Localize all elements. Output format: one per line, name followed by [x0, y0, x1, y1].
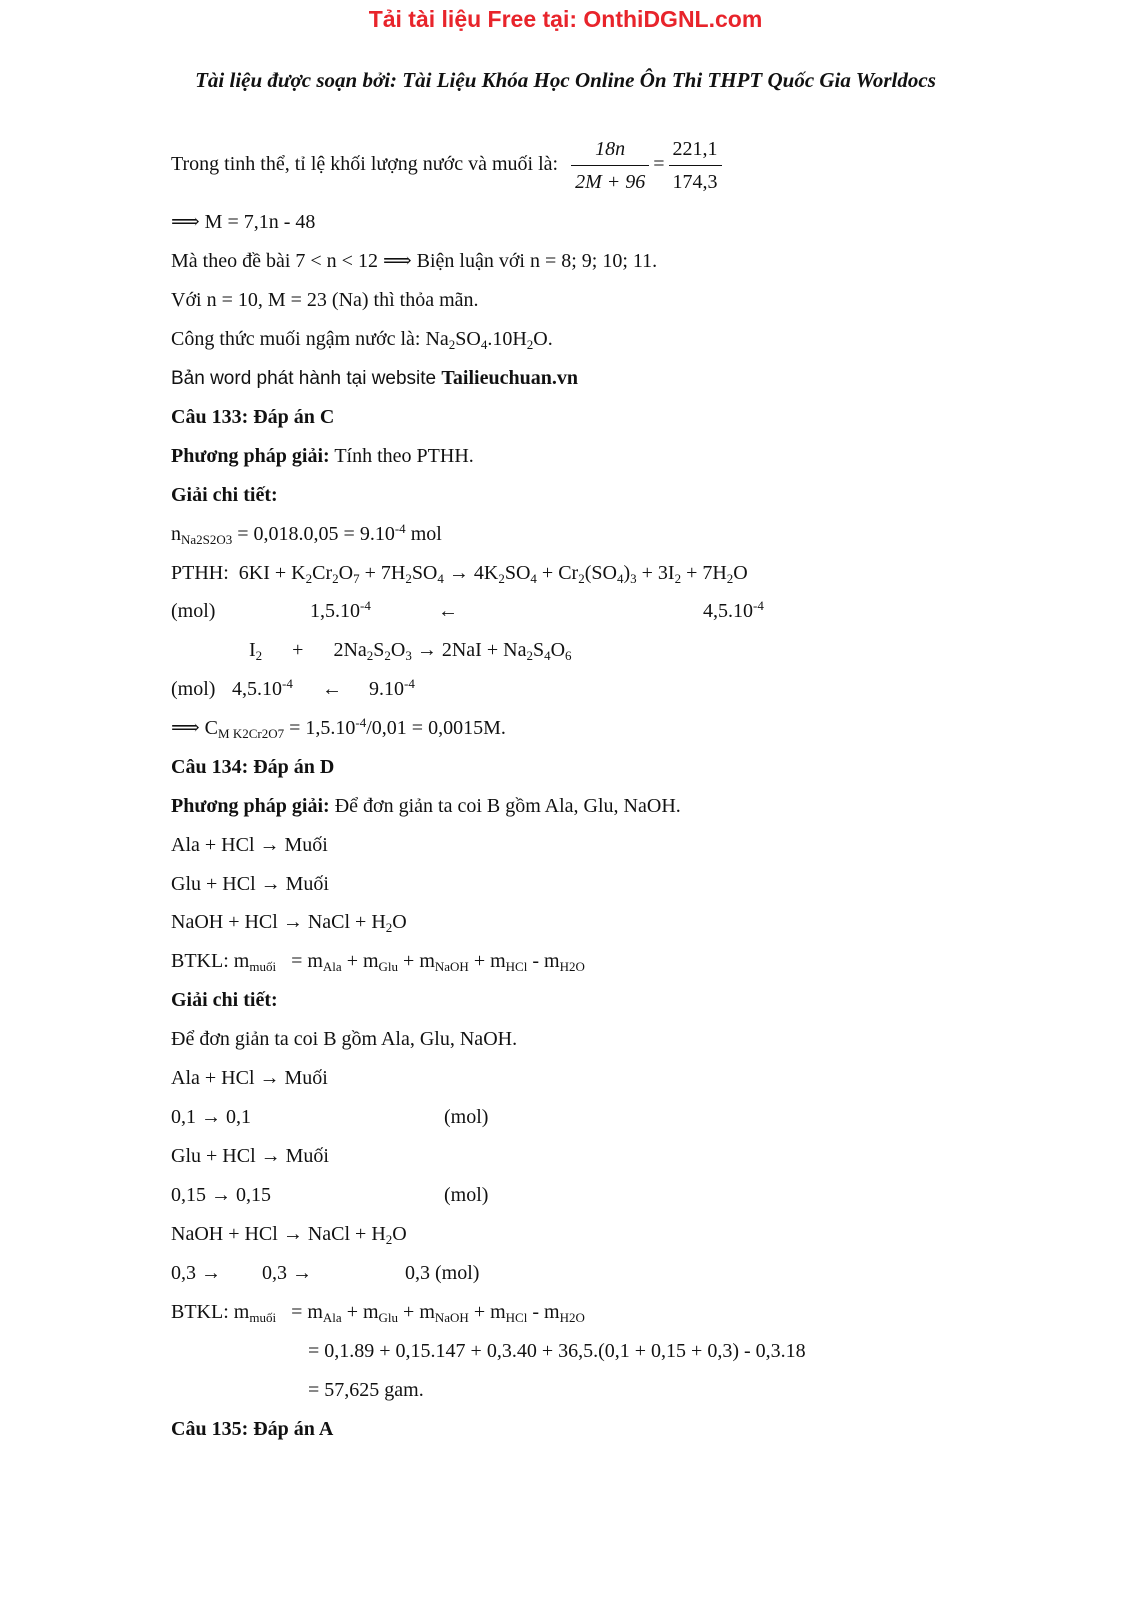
q134-glu-moles: 0,15 → 0,15: [171, 1184, 271, 1206]
q134-simplify: Để đơn giản ta coi B gồm Ala, Glu, NaOH.: [171, 1028, 518, 1050]
q134-naoh-reaction: NaOH + HCl → NaCl + $H_2O$: [171, 911, 407, 935]
question-133-heading: Câu 133: Đáp án C: [171, 406, 335, 428]
q134-ala-moles: 0,1 → 0,1: [171, 1106, 251, 1128]
q134-ala-moles-unit: (mol): [444, 1106, 489, 1128]
q133-mol-row1-k2cr2o7: $1,5.10^{-4}$: [310, 598, 371, 622]
question-134-heading: Câu 134: Đáp án D: [171, 756, 335, 778]
website-line: Bản word phát hành tại website Tailieuchuan.vn: [171, 367, 578, 389]
q134-naoh-reaction-2: NaOH + HCl → NaCl + $H_2O$: [171, 1223, 407, 1247]
ratio-text: Trong tinh thể, tỉ lệ khối lượng nước và muối là:: [171, 153, 559, 176]
ratio-line: Trong tinh thể, tỉ lệ khối lượng nước và muối là: $\frac{18n}{2M + 96}$ = $\frac{221,1}{174,3}$: [171, 136, 726, 195]
formula-line: Công thức muối ngậm nước là: $Na_2SO_4.10H_2O$.: [171, 328, 553, 352]
fraction-right-denominator: 174,3: [672, 171, 718, 193]
q134-method: Phương pháp giải: Để đơn giản ta coi B gồm Ala, Glu, NaOH.: [171, 795, 681, 817]
q133-method: Phương pháp giải: Tính theo PTHH.: [171, 445, 474, 467]
q133-solution-label: Giải chi tiết:: [171, 484, 278, 506]
fraction-left-denominator: 2M + 96: [575, 171, 646, 193]
q134-naoh-moles-a: 0,3 →: [171, 1262, 221, 1284]
q133-concentration: ⟹ $C_{M K2Cr2O7} = 1,5.10^{-4}/0,01 = 0,0015M$.: [171, 715, 506, 741]
q133-mol-row2-i2: $4,5.10^{-4}$: [232, 676, 293, 700]
document-subtitle: Tài liệu được soạn bởi: Tài Liệu Khóa Học Online Ôn Thi THPT Quốc Gia Worldocs: [195, 68, 936, 92]
q134-naoh-moles-b: 0,3 →: [262, 1262, 312, 1284]
bien-luan-line: Mà theo đề bài 7 < n < 12 ⟹ Biện luận với n = 8; 9; 10; 11.: [171, 250, 658, 272]
thoa-man-line: Với n = 10, M = 23 (Na) thì thỏa mãn.: [171, 289, 479, 311]
q133-mol-row2-label: (mol): [171, 678, 216, 700]
question-135-heading: Câu 135: Đáp án A: [171, 1418, 334, 1440]
q133-moles-line: $n_{Na2S2O3} = 0,018.0,05 = 9.10^{-4}$ mol: [171, 521, 442, 547]
equation-m: ⟹ M = 7,1n - 48: [171, 211, 316, 233]
q133-mol-row1-label: (mol): [171, 600, 216, 622]
q134-naoh-moles-c: 0,3 (mol): [405, 1262, 480, 1284]
q133-mol-row2-arrow: ←: [322, 678, 342, 700]
q134-solution-label: Giải chi tiết:: [171, 989, 278, 1011]
q134-glu-moles-unit: (mol): [444, 1184, 489, 1206]
q134-result: = 57,625 gam.: [308, 1379, 424, 1401]
q134-glu-reaction: Glu + HCl → Muối: [171, 873, 329, 895]
q134-btkl-method: BTKL: $m_{muối}$ = $m_{Ala} + m_{Glu} + m_{NaOH} + m_{HCl} - m_{H2O}$: [171, 950, 585, 974]
fraction-right: [669, 136, 722, 195]
q134-glu-reaction-2: Glu + HCl → Muối: [171, 1145, 329, 1167]
q133-pthh-line: PTHH: $6KI + K_2Cr_2O_7 + 7H_2SO_4 \to 4K_2SO_4 + Cr_2(SO_4)_3 + 3I_2 + 7H_2O$: [171, 562, 748, 586]
q134-calculation: = 0,1.89 + 0,15.147 + 0,3.40 + 36,5.(0,1 + 0,15 + 0,3) - 0,3.18: [308, 1340, 806, 1362]
q133-mol-row2-na2s2o3: $9.10^{-4}$: [369, 676, 415, 700]
fraction-left: [571, 136, 649, 195]
q133-reaction2: $I_2$ + $2Na_2S_2O_3 \to 2NaI + Na_2S_4O_6$: [249, 639, 572, 663]
q134-ala-reaction-2: Ala + HCl → Muối: [171, 1067, 328, 1089]
fraction-left-numerator: 18n: [571, 136, 649, 166]
website-link[interactable]: Tailieuchuan.vn: [441, 367, 578, 389]
q133-mol-row1-i2: $4,5.10^{-4}$: [703, 598, 764, 622]
q134-btkl-solution: BTKL: $m_{muối}$ = $m_{Ala} + m_{Glu} + m_{NaOH} + m_{HCl} - m_{H2O}$: [171, 1301, 585, 1325]
fraction-right-numerator: 221,1: [669, 136, 722, 166]
download-banner[interactable]: Tải tài liệu Free tại: OnthiDGNL.com: [368, 6, 763, 32]
q133-mol-row1-arrow: ←: [438, 600, 458, 622]
q134-ala-reaction: Ala + HCl → Muối: [171, 834, 328, 856]
